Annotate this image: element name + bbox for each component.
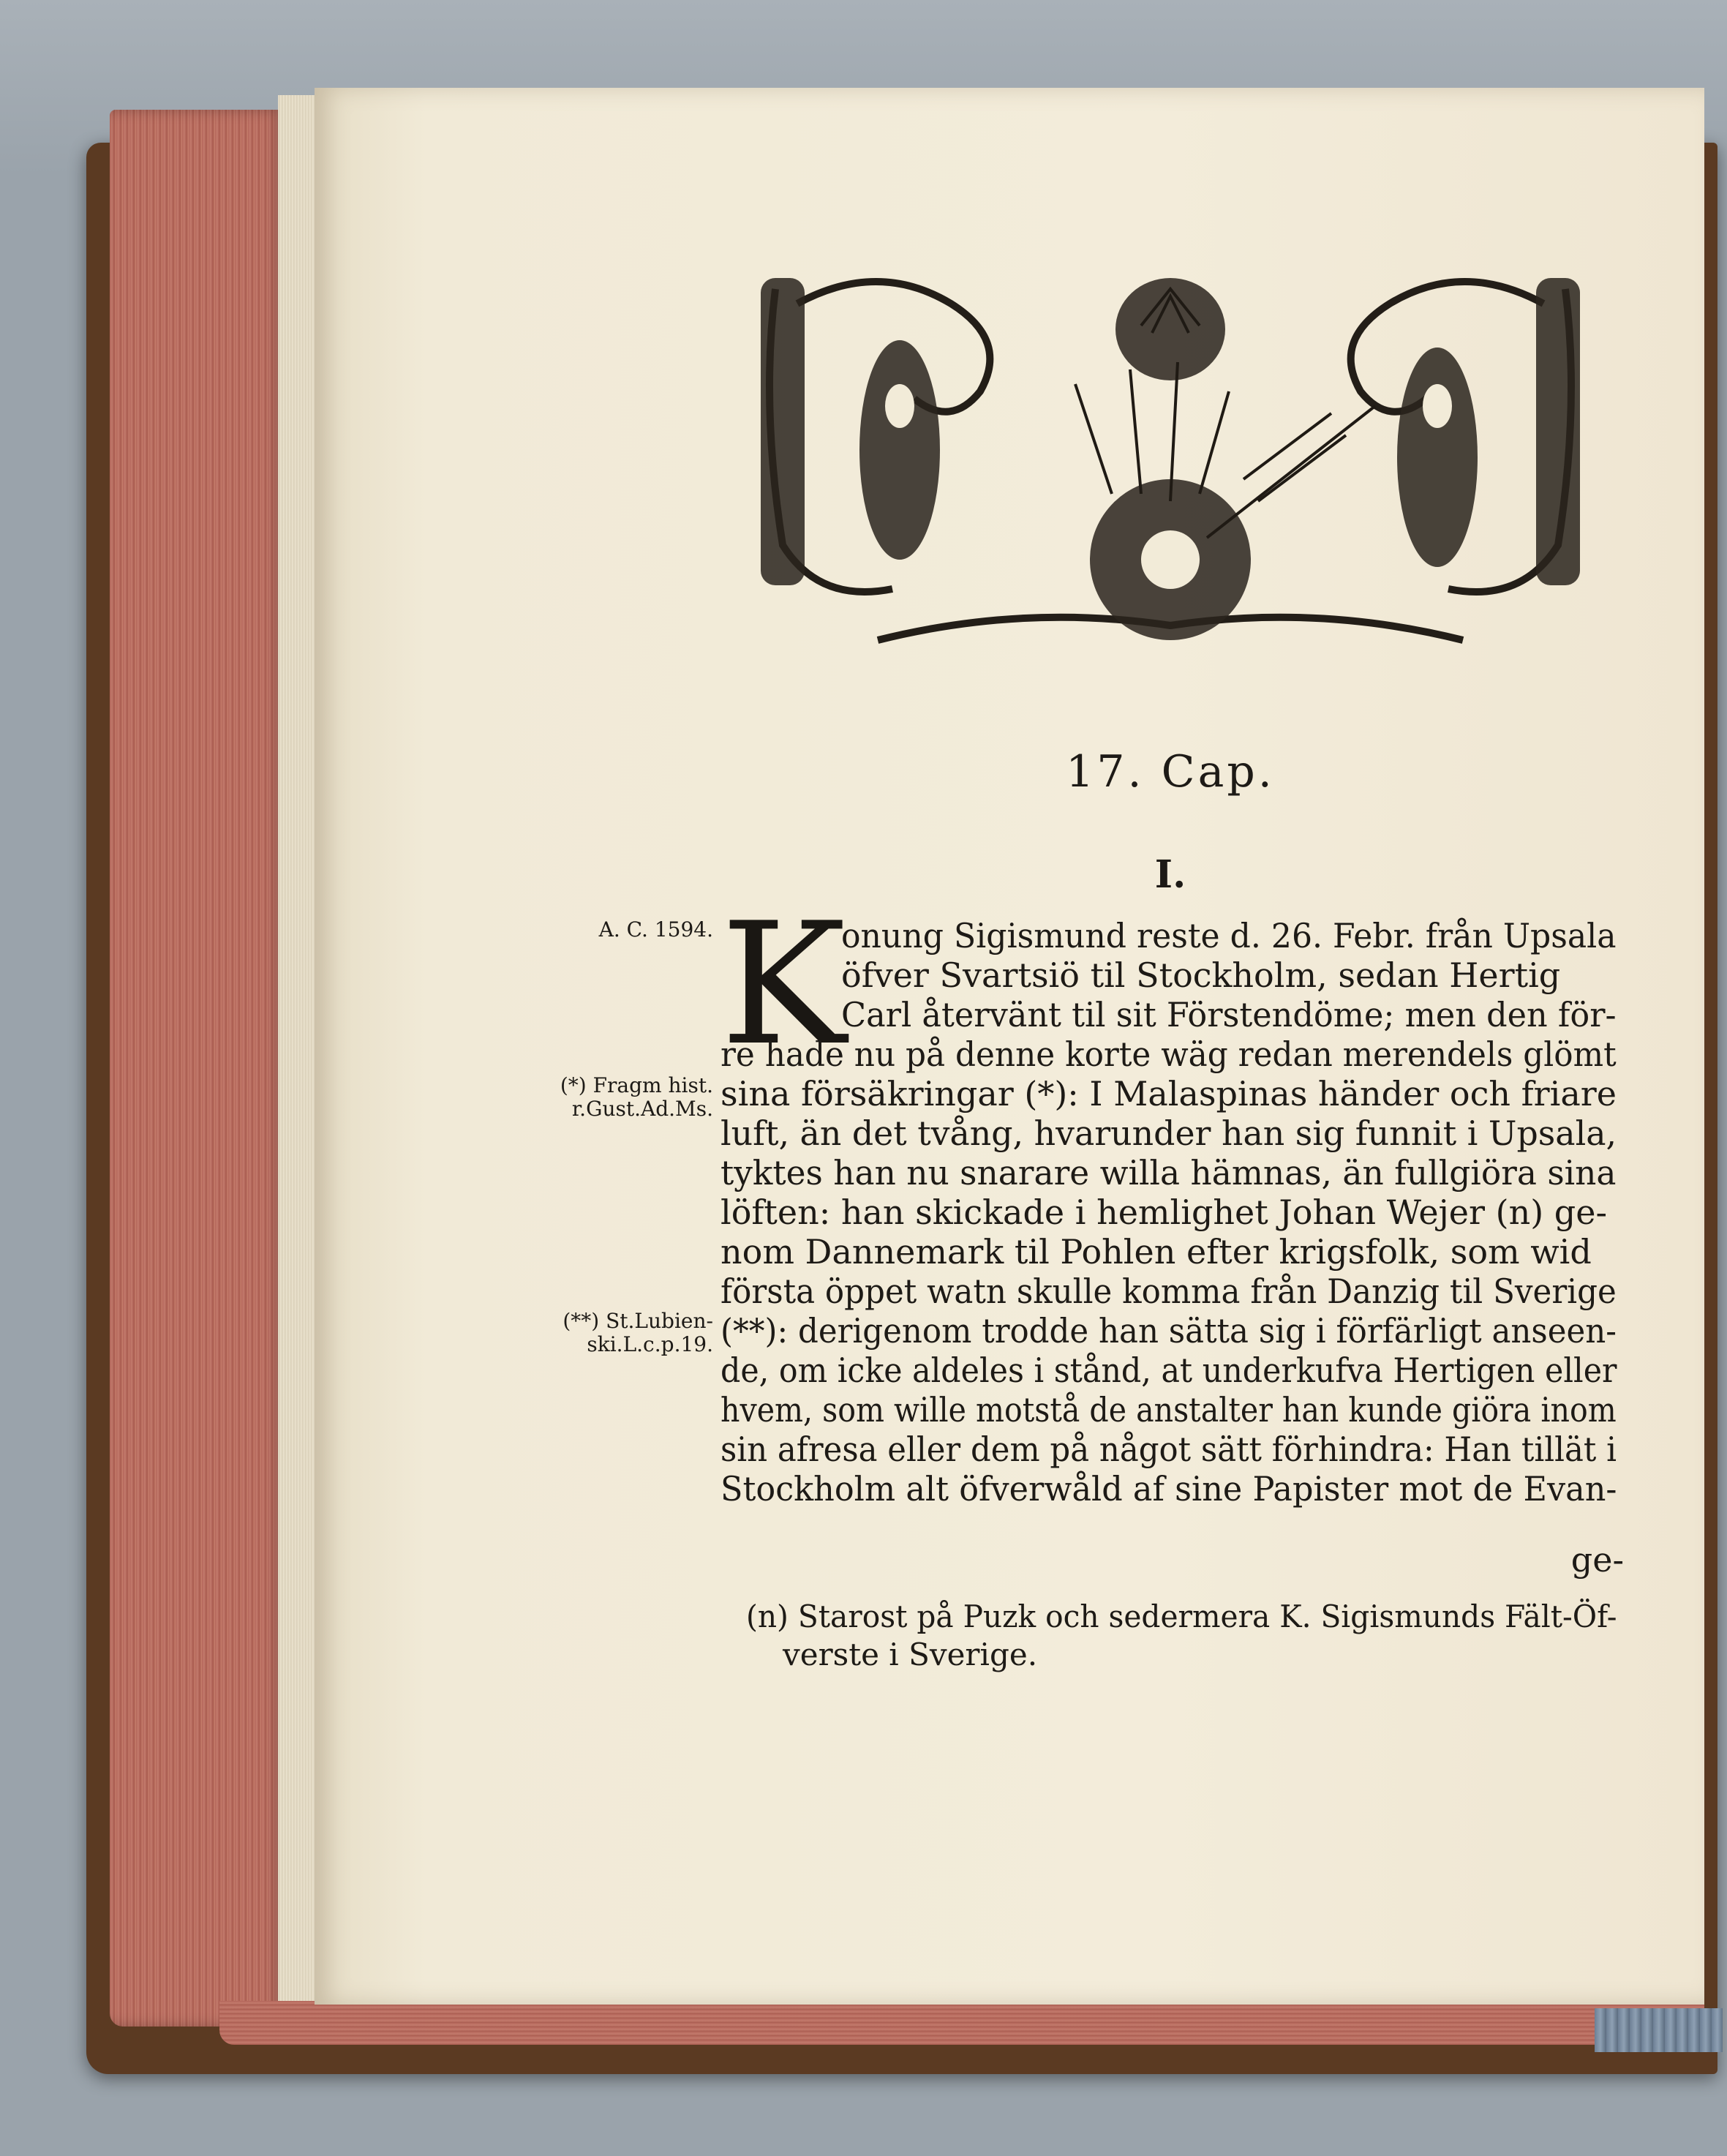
margin-note-lubienski: (**) St.Lubien- ski.L.c.p.19. (563, 1309, 713, 1356)
text-line: de, om icke aldeles i stånd, at underkufva Hertigen eller (720, 1351, 1617, 1390)
text-line: sin afresa eller dem på något sätt förhindra: Han tillät i (720, 1430, 1617, 1469)
text-line: sina försäkringar (*): I Malaspinas händer och friare (720, 1074, 1617, 1113)
text-line: (**): derigenom trodde han sätta sig i förfärligt anseen- (720, 1311, 1617, 1351)
bottom-page-edges (219, 2001, 1704, 2045)
text-line: hvem, som wille motstå de anstalter han kunde giöra inom (720, 1390, 1617, 1430)
chapter-heading: 17. Cap. (1066, 746, 1275, 797)
page-edges (110, 110, 285, 2027)
text-line: första öppet watn skulle komma från Danzig til Sverige (720, 1272, 1617, 1311)
text-line: öfver Svartsiö til Stockholm, sedan Hertig (841, 955, 1561, 995)
text-line: onung Sigismund reste d. 26. Febr. från Upsala (841, 916, 1617, 955)
section-number: I. (1154, 852, 1186, 897)
footnote-line-1: (n) Starost på Puzk och sedermera K. Sigismunds Fält-Öf- (746, 1599, 1617, 1634)
text-line: nom Dannemark til Pohlen efter krigsfolk, som wid (720, 1232, 1592, 1272)
text-line: Stockholm alt öfverwåld af sine Papister mot de Evan- (720, 1469, 1617, 1509)
margin-note-fragm: (*) Fragm hist. r.Gust.Ad.Ms. (560, 1073, 713, 1121)
text-line: luft, än det tvång, hvarunder han sig funnit i Upsala, (720, 1113, 1617, 1153)
catchword: ge- (1570, 1540, 1624, 1580)
marbled-cover-strip (1595, 2008, 1723, 2052)
text-line: Carl återvänt til sit Förstendöme; men den för- (841, 995, 1617, 1034)
drop-cap: K (720, 887, 846, 1083)
text-line: löften: han skickade i hemlighet Johan Wejer (n) ge- (720, 1192, 1607, 1232)
footnote-line-2: verste i Sverige. (783, 1637, 1038, 1672)
margin-note-year: A. C. 1594. (598, 917, 713, 942)
text-line: re hade nu på denne korte wäg redan merendels glömt (720, 1034, 1617, 1074)
text-line: tyktes han nu snarare willa hämnas, än fullgiöra sina (720, 1153, 1617, 1192)
ornamental-headpiece (731, 260, 1609, 695)
